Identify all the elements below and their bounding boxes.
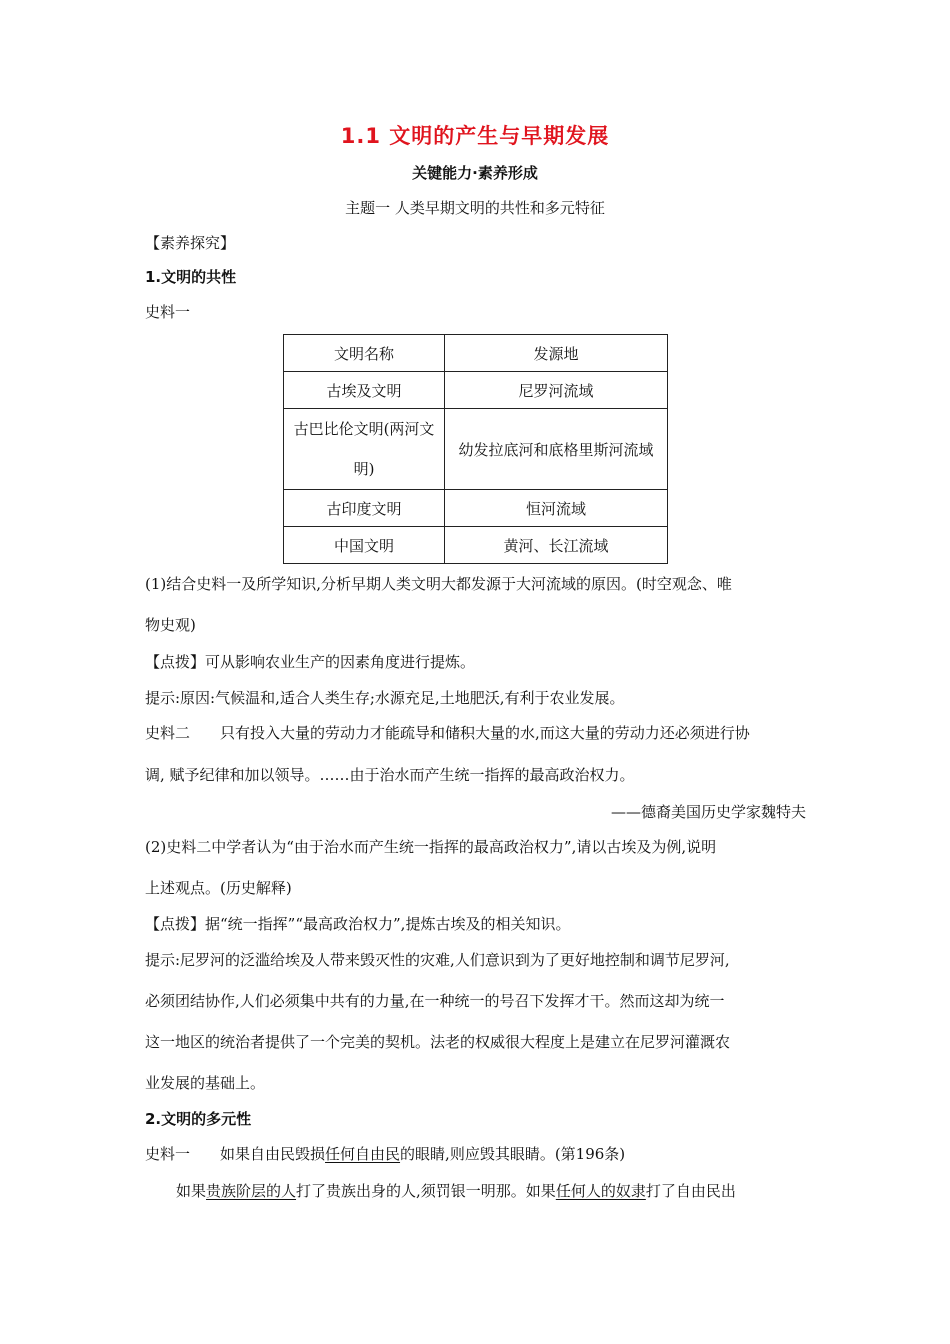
text-segment: 打了自由民出 [645,1182,736,1200]
table-cell: 尼罗河流域 [445,372,668,409]
question-1-line: 物史观) [145,616,196,634]
page-title: 1.1 文明的产生与早期发展 [340,124,610,148]
underlined-term: 贵族阶层的人 [206,1182,297,1200]
underlined-term: 任何自由民 [325,1145,401,1163]
table-cell: 幼发拉底河和底格里斯河流域 [445,409,668,490]
part2-source1-line [145,1143,625,1164]
table-header-row [284,335,668,372]
source2-attribution: ——德裔美国历史学家魏特夫 [610,803,806,821]
tip-2-line: 提示:尼罗河的泛滥给埃及人带来毁灭性的灾难,人们意识到为了更好地控制和调节尼罗河, [145,951,730,969]
table-row [284,372,668,409]
text-segment: 的眼睛,则应毁其眼睛。(第196条) [400,1145,626,1163]
source2-label: 史料二 [145,724,191,742]
question-1-line: (1)结合史料一及所学知识,分析早期人类文明大都发源于大河流域的原因。(时空观念、唯 [145,575,732,593]
source2-line: 调, 赋予纪律和加以领导。……由于治水而产生统一指挥的最高政治权力。 [145,766,635,784]
underlined-term: 任何人的奴隶 [555,1182,646,1200]
tip-2-line: 这一地区的统治者提供了一个完美的契机。法老的权威很大程度上是建立在尼罗河灌溉农 [145,1033,731,1051]
table-cell: 黄河、长江流域 [445,527,668,564]
question-2-line: (2)史料二中学者认为“由于治水而产生统一指挥的最高政治权力”,请以古埃及为例,说明 [145,838,717,856]
table-cell: 古巴比伦文明(两河文明) [284,409,445,490]
tip-1: 提示:原因:气候温和,适合人类生存;水源充足,土地肥沃,有利于农业发展。 [145,689,625,707]
tip-2-line: 业发展的基础上。 [145,1074,266,1092]
part2-heading: 2.文明的多元性 [145,1110,252,1128]
civilization-table [283,334,668,564]
topic-heading: 主题一 人类早期文明的共性和多元特征 [345,199,605,217]
hint-2: 【点拨】据“统一指挥”“最高政治权力”,提炼古埃及的相关知识。 [145,915,571,933]
table-cell: 中国文明 [284,527,445,564]
table-row [284,527,668,564]
table-cell: 古埃及文明 [284,372,445,409]
question-2-line: 上述观点。(历史解释) [145,879,292,897]
part1-heading: 1.文明的共性 [145,268,237,286]
text-segment: 如果 [176,1182,207,1200]
table-header-cell: 文明名称 [284,335,445,372]
source2-text: 只有投入大量的劳动力才能疏导和储积大量的水,而这大量的劳动力还必须进行协 [220,724,750,742]
table-cell: 恒河流域 [445,490,668,527]
tip-2-line: 必须团结协作,人们必须集中共有的力量,在一种统一的号召下发挥才干。然而这却为统一 [145,992,725,1010]
table-cell: 古印度文明 [284,490,445,527]
text-segment: 如果自由民毁损 [220,1145,326,1163]
part2-source1-label: 史料一 [145,1145,191,1163]
table-header-cell: 发源地 [445,335,668,372]
section-subtitle: 关键能力·素养形成 [412,164,538,182]
source2-line [145,722,750,743]
source1-label: 史料一 [145,303,191,321]
section-label: 【素养探究】 [145,234,236,252]
table-row [284,490,668,527]
table-row [284,409,668,490]
part2-source1-continuation [176,1180,736,1201]
text-segment: 打了贵族出身的人,须罚银一明那。如果 [296,1182,556,1200]
hint-1: 【点拨】可从影响农业生产的因素角度进行提炼。 [145,653,476,671]
